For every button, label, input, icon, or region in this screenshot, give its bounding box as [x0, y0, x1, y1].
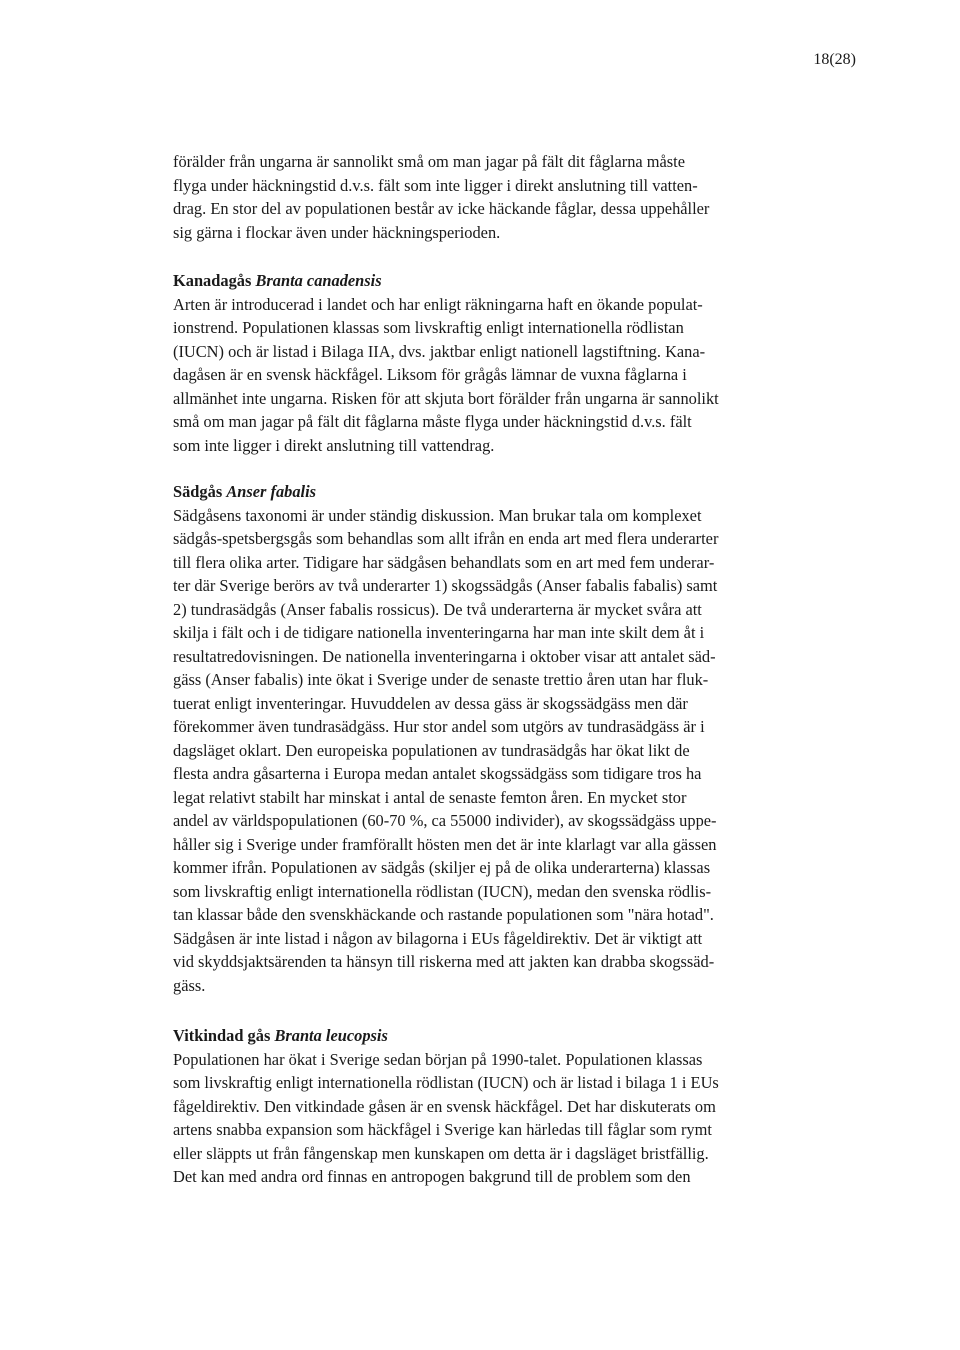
section-vitkindad-gas [173, 1024, 773, 1189]
document-body [173, 150, 773, 1189]
section-body: Sädgåsens taxonomi är under ständig diskussion. Man brukar tala om komplexet sädgås-spetsbergsgås som behandlas som allt ifrån en enda art med flera underarter till flera olika arter. Tidigare har sädgåsen behandlats som en art med fem underar- ter där Sverige berörs av två underarter 1) skogssädgås (Anser fabalis fabalis) samt 2) tundrasädgås (Anser fabalis rossicus). De två underarterna är mycket svåra att skilja i fält och i de tidigare nationella inventeringarna har man inte skilt dem åt i resultatredovisningen. De nationella inventeringarna i oktober visar att antalet säd- gäss (Anser fabalis) inte ökat i Sverige under de senaste trettio åren utan har fluk- tuerat enligt inventeringar. Huvuddelen av dessa gäss är skogssädgäss men där förekommer även tundrasädgäss. Hur stor andel som utgörs av tundrasädgäss är i dagsläget oklart. Den europeiska populationen av tundrasädgås har ökat likt de flesta andra gåsarterna i Europa medan antalet skogssädgäss som tidigare tros ha legat relativt stabilt har minskat i antal de senaste femton åren. En mycket stor andel av världspopulationen (60-70 %, ca 55000 individer), av skogssädgäss uppe- håller sig i Sverige under framförallt hösten men det är inte klarlagt var alla gässen kommer ifrån. Populationen av sädgås (skiljer ej på de olika underarterna) klassas som livskraftig enligt internationella rödlistan (IUCN), medan den svenska rödlis- tan klassar både den svenskhäckande och rastande populationen som "nära hotad". Sädgåsen är inte listad i någon av bilagorna i EUs fågeldirektiv. Det är viktigt att vid skyddsjaktsärenden ta hänsyn till riskerna med att jakten kan drabba skogssäd- gäss. [173, 505, 719, 995]
heading-latin-name: Branta leucopsis [274, 1026, 388, 1045]
section-heading [173, 269, 773, 293]
section-kanadagas [173, 269, 773, 457]
section-heading [173, 1024, 773, 1048]
page-number: 18(28) [813, 51, 856, 68]
section-body: Arten är introducerad i landet och har enligt räkningarna haft en ökande populat- ionstrend. Populationen klassas som livskraftig enligt internationella rödlistan (IUCN) och är listad i Bilaga IIA, dvs. jaktbar enligt nationell lagstiftning. Kana- dagåsen är en svensk häckfågel. Liksom för grågås lämnar de vuxna fåglarna i allmänhet inte ungarna. Risken för att skjuta bort förälder från ungarna är sannolikt små om man jagar på fält dit fåglarna måste flyga under häckningstid d.v.s. fält som inte ligger i direkt anslutning till vattendrag. [173, 294, 719, 455]
heading-common-name: Vitkindad gås [173, 1026, 271, 1045]
heading-latin-name: Branta canadensis [255, 271, 382, 290]
heading-latin-name: Anser fabalis [226, 482, 317, 501]
section-heading [173, 480, 773, 504]
heading-common-name: Sädgås [173, 482, 223, 501]
section-sadgas [173, 480, 773, 997]
section-body: Populationen har ökat i Sverige sedan början på 1990-talet. Populationen klassas som livskraftig enligt internationella rödlistan (IUCN) och är listad i bilaga 1 i EUs fågeldirektiv. Den vitkindade gåsen är en svensk häckfågel. Det har diskuterats om artens snabba expansion som häckfågel i Sverige kan härledas till fåglar som rymt eller släppts ut från fångenskap men kunskapen om detta är i dagsläget bristfällig. Det kan med andra ord finnas en antropogen bakgrund till de problem som den [173, 1049, 719, 1186]
intro-paragraph: förälder från ungarna är sannolikt små om man jagar på fält dit fåglarna måste flyga under häckningstid d.v.s. fält som inte ligger i direkt anslutning till vatten- drag. En stor del av populationen består av icke häckande fåglar, dessa uppehåller sig gärna i flockar även under häckningsperioden. [173, 152, 710, 242]
heading-common-name: Kanadagås [173, 271, 252, 290]
